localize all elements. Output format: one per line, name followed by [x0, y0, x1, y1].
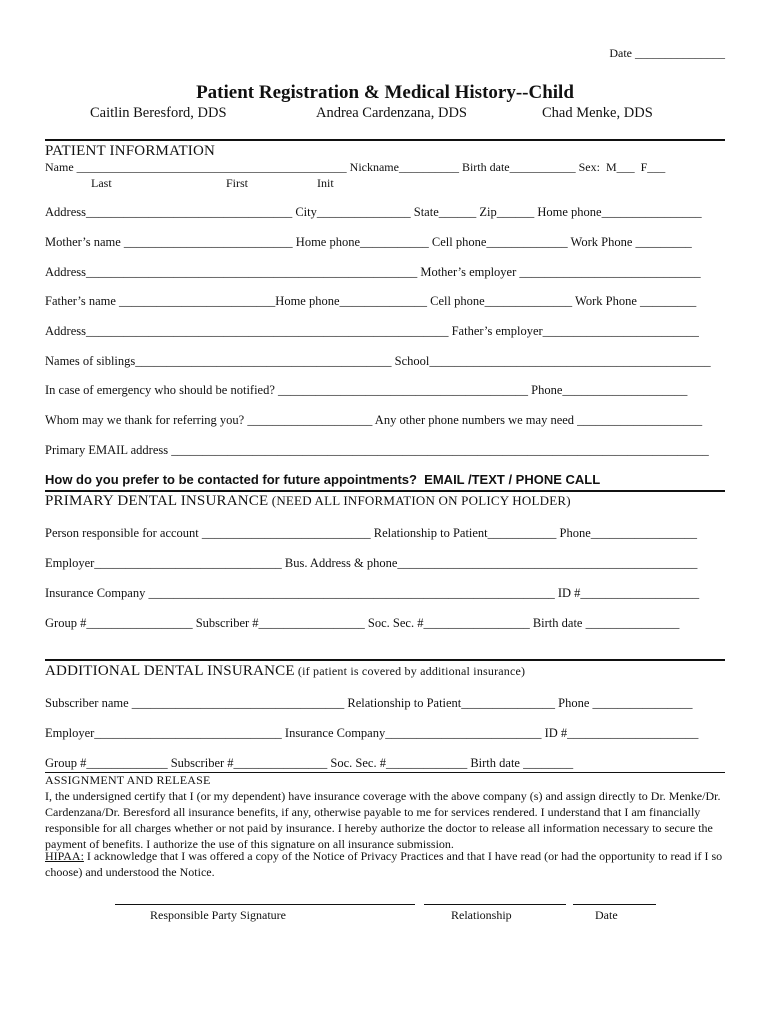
hipaa-text: I acknowledge that I was offered a copy of the Notice of Privacy Practices and that I have read (or had the opportunity to read if I so choose) and understood the Notice.	[45, 849, 723, 879]
additional-insurance-note: (if patient is covered by additional insurance)	[294, 664, 526, 678]
father-field-line[interactable]: Father’s name _________________________Home phone______________ Cell phone______________ Work Phone _________	[45, 294, 697, 308]
section-divider	[45, 139, 725, 141]
doctor-name: Caitlin Beresford, DDS	[90, 105, 227, 121]
section-divider	[45, 659, 725, 661]
mother-field-line[interactable]: Mother’s name ___________________________ Home phone___________ Cell phone_____________ Work Phone _________	[45, 235, 692, 249]
primary-insurance-title: PRIMARY DENTAL INSURANCE	[45, 493, 269, 509]
additional-insurance-title: ADDITIONAL DENTAL INSURANCE	[45, 663, 295, 679]
primary-insurance-note: (NEED ALL INFORMATION ON POLICY HOLDER)	[268, 493, 571, 508]
name-sublabel-init: Init	[317, 176, 334, 190]
referral-field-line[interactable]: Whom may we thank for referring you? ____________________ Any other phone numbers we may need ____________________	[45, 413, 703, 427]
hipaa-label: HIPAA:	[45, 849, 84, 863]
subscriber-name-field-line[interactable]: Subscriber name __________________________________ Relationship to Patient_______________ Phone ________________	[45, 696, 693, 710]
email-field-line[interactable]: Primary EMAIL address ______________________________________________________________________________________	[45, 443, 709, 457]
primary-insurance-heading	[45, 493, 571, 510]
father-address-field-line[interactable]: Address__________________________________________________________ Father’s employer_________________________	[45, 324, 699, 338]
name-field-line[interactable]: Name _____________________________________________ Nickname__________ Birth date___________ Sex: M___ F___	[45, 160, 666, 174]
signature-date-line[interactable]	[573, 904, 656, 905]
additional-insurance-heading	[45, 663, 525, 680]
patient-info-heading: PATIENT INFORMATION	[45, 143, 216, 159]
date-label: Date	[595, 908, 618, 922]
relationship-line[interactable]	[424, 904, 566, 905]
relationship-label: Relationship	[451, 908, 512, 922]
assignment-text: I, the undersigned certify that I (or my dependent) have insurance coverage with the above company (s) and assign directly to Dr. Menke/Dr. Cardenzana/Dr. Beresford all insurance benefits, if any, otherwise payable to me for services rendered. I understand that I am financially responsible for all charges whether or not paid by insurance. I hereby authorize the doctor to release all information necessary to secure the payment of benefits. I authorize the use of this signature on all insurance submission.	[45, 789, 721, 851]
address-field-line[interactable]: Address_________________________________ City_______________ State______ Zip______ Home phone________________	[45, 205, 702, 219]
signature-label: Responsible Party Signature	[150, 908, 286, 922]
name-sublabel-first: First	[226, 176, 249, 190]
name-sublabel-last: Last	[91, 176, 112, 190]
responsible-party-field-line[interactable]: Person responsible for account ___________________________ Relationship to Patient___________ Phone_________________	[45, 526, 698, 540]
additional-group-field-line[interactable]: Group #_____________ Subscriber #_______________ Soc. Sec. #_____________ Birth date ________	[45, 756, 574, 770]
insurance-company-field-line[interactable]: Insurance Company _________________________________________________________________ ID #___________________	[45, 586, 700, 600]
mother-address-field-line[interactable]: Address_____________________________________________________ Mother’s employer _____________________________	[45, 265, 701, 279]
employer-field-line[interactable]: Employer______________________________ Bus. Address & phone________________________________________________	[45, 556, 698, 570]
form-title: Patient Registration & Medical History--Child	[196, 82, 574, 103]
doctor-name: Chad Menke, DDS	[542, 105, 653, 121]
contact-preference-question[interactable]: How do you prefer to be contacted for future appointments? EMAIL /TEXT / PHONE CALL	[45, 472, 601, 487]
group-subscriber-field-line[interactable]: Group #_________________ Subscriber #_________________ Soc. Sec. #_________________ Birth date _______________	[45, 616, 680, 630]
signature-line[interactable]	[115, 904, 415, 905]
additional-employer-field-line[interactable]: Employer______________________________ Insurance Company_________________________ ID #_____________________	[45, 726, 699, 740]
doctor-name: Andrea Cardenzana, DDS	[316, 105, 467, 121]
emergency-contact-field-line[interactable]: In case of emergency who should be notified? ________________________________________ Phone____________________	[45, 383, 688, 397]
assignment-heading: ASSIGNMENT AND RELEASE	[45, 773, 211, 787]
date-field[interactable]: Date _______________	[609, 46, 725, 60]
hipaa-statement	[45, 848, 735, 880]
siblings-field-line[interactable]: Names of siblings_________________________________________ School_____________________________________________	[45, 354, 711, 368]
section-divider	[45, 490, 725, 492]
